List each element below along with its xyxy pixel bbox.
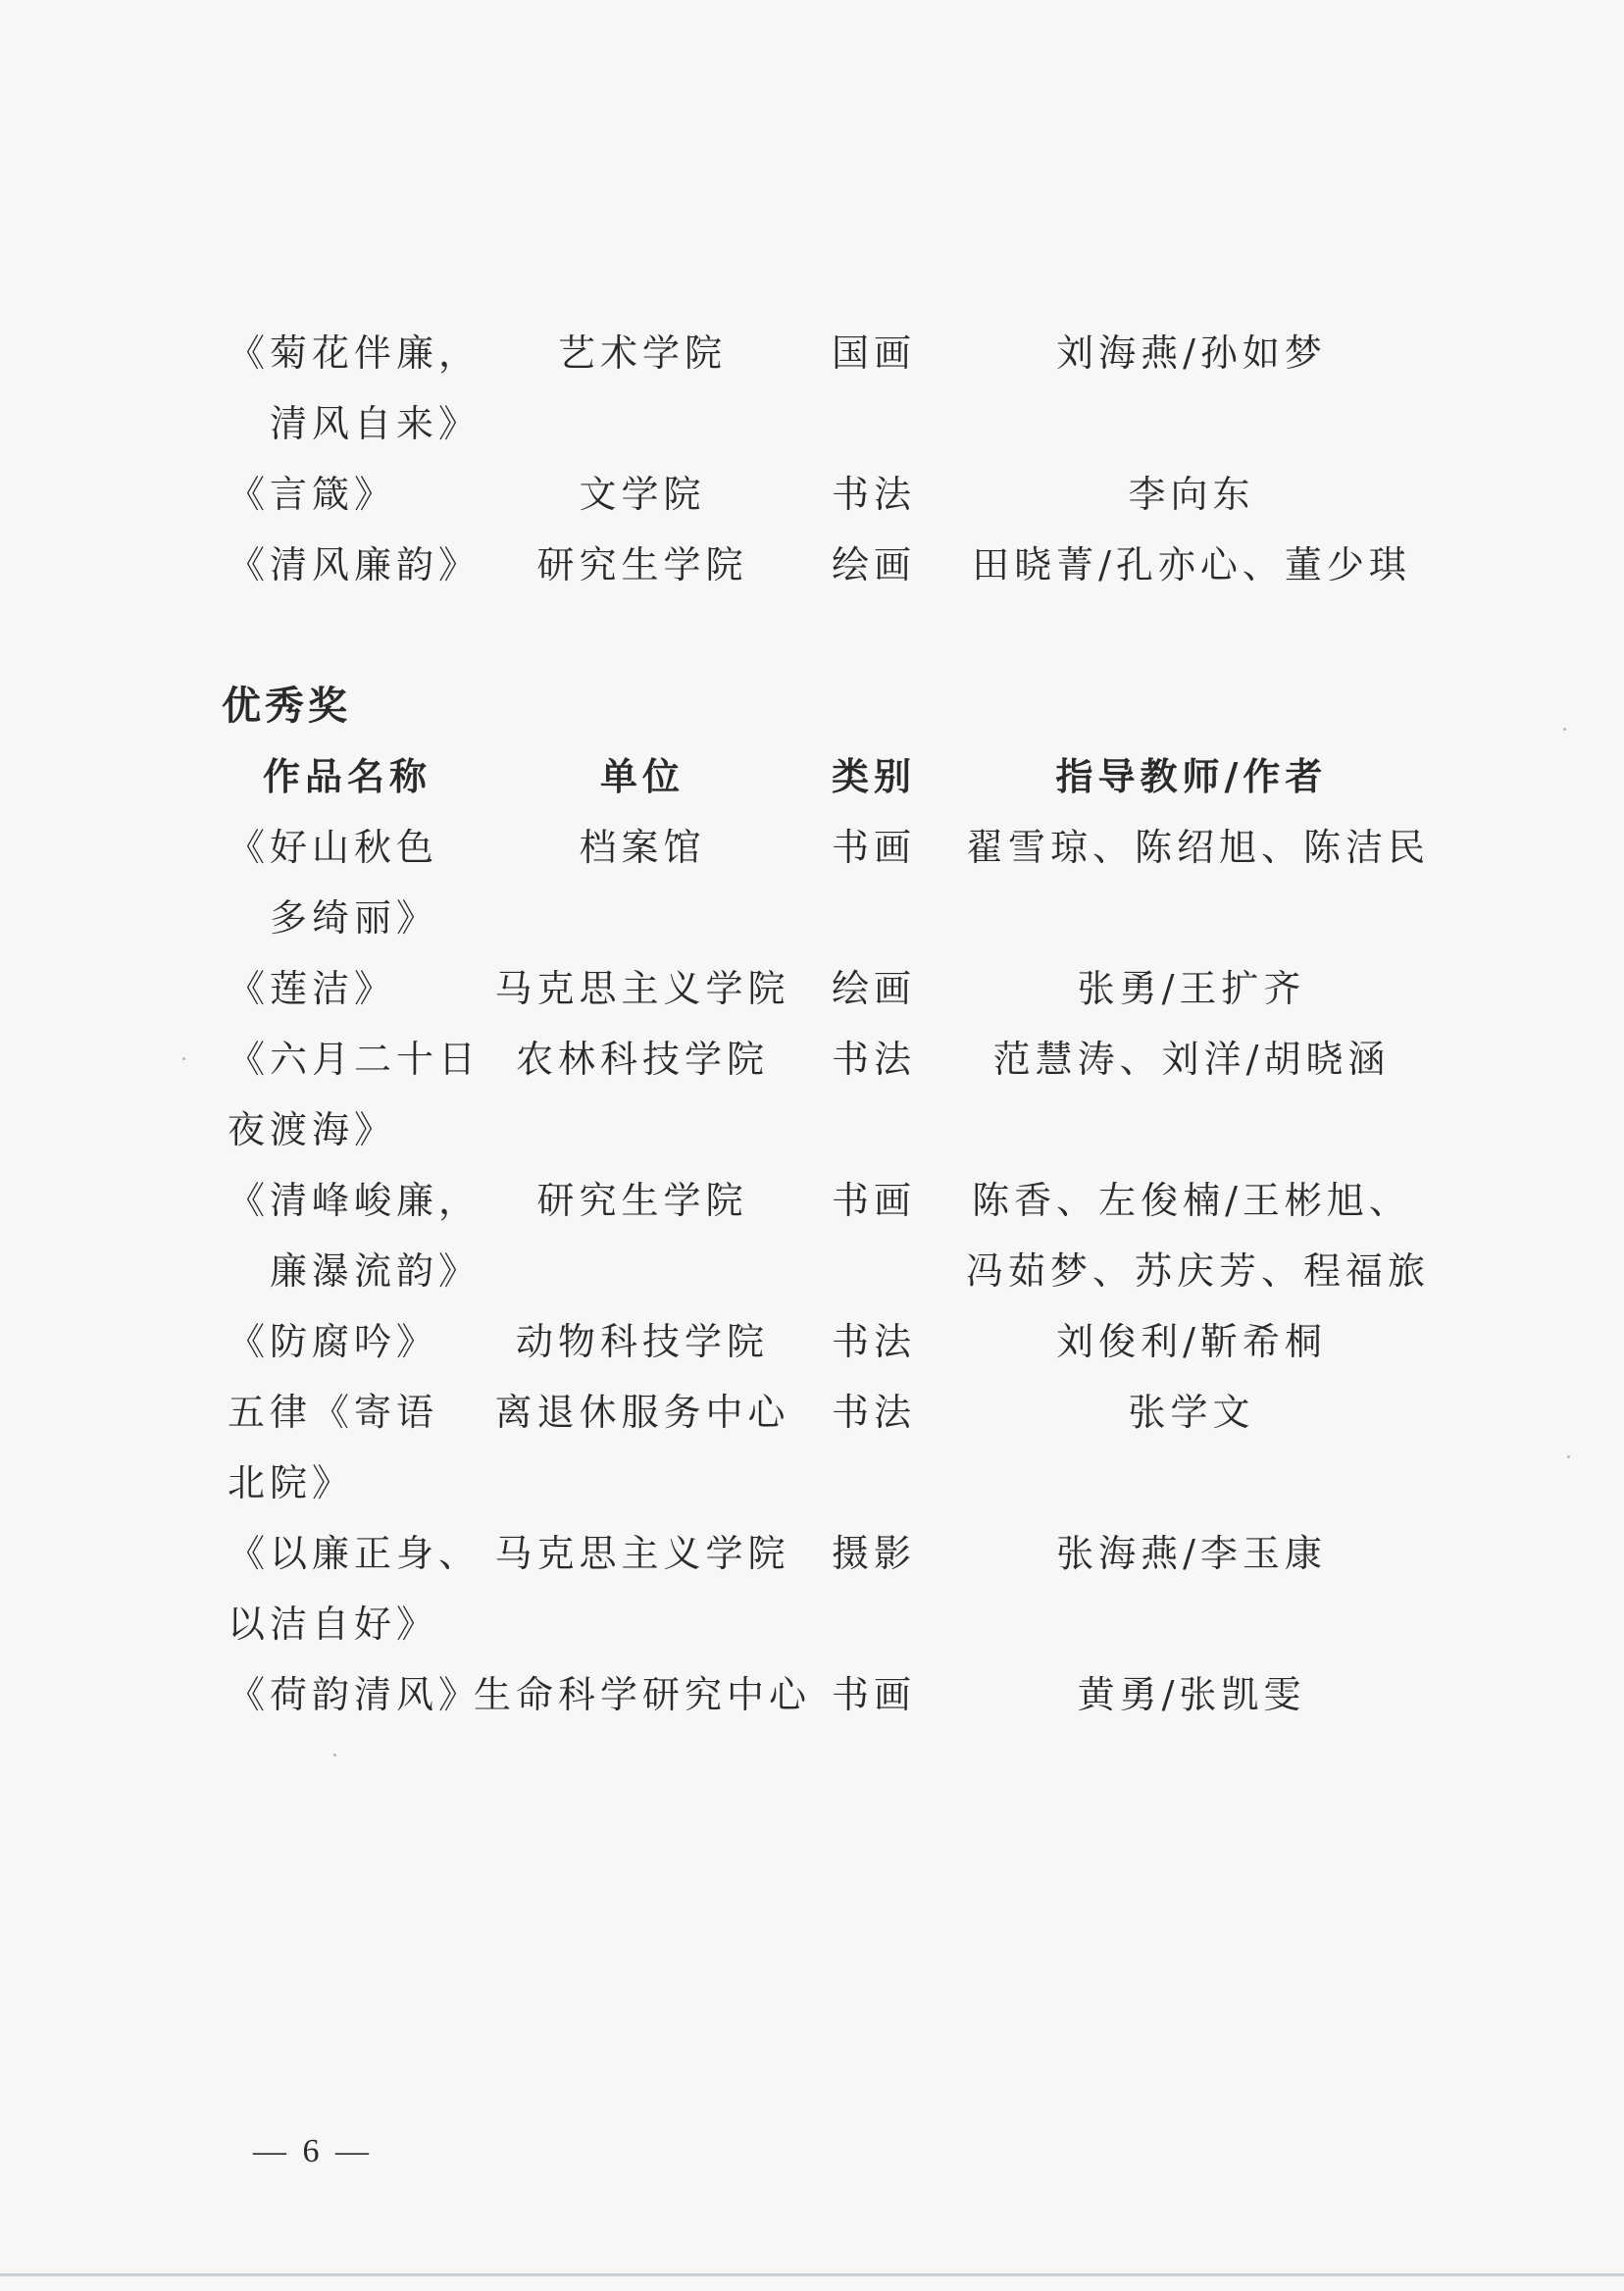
work-title: 《言箴》 <box>228 473 397 516</box>
work-unit: 研究生学院 <box>536 543 748 586</box>
table-row <box>0 883 1624 953</box>
table-row <box>0 1659 1624 1730</box>
scan-speck <box>1567 1455 1570 1458</box>
table-row <box>0 812 1624 883</box>
table-row <box>0 953 1624 1024</box>
column-header-title: 作品名称 <box>263 754 432 798</box>
work-category: 书法 <box>832 1038 917 1081</box>
work-category: 绘画 <box>832 543 917 586</box>
work-title: 《菊花伴廉， <box>228 331 482 375</box>
table-row <box>0 1377 1624 1448</box>
work-author: 张学文 <box>1128 1391 1255 1434</box>
work-title: 《六月二十日 <box>228 1038 482 1081</box>
work-title: 清风自来》 <box>228 402 482 445</box>
table-row <box>0 459 1624 530</box>
work-title: 《清风廉韵》 <box>228 543 482 586</box>
work-title: 五律《寄语 <box>228 1391 439 1434</box>
table-row <box>0 1306 1624 1377</box>
work-category: 书法 <box>832 473 917 516</box>
work-category: 国画 <box>832 331 917 375</box>
table-row <box>0 1589 1624 1659</box>
column-header-unit: 单位 <box>599 754 685 798</box>
work-category: 摄影 <box>832 1532 917 1575</box>
table-row <box>0 318 1624 388</box>
work-category: 书画 <box>832 826 917 869</box>
section-heading-excellence: 优秀奖 <box>222 683 351 729</box>
page-number: — 6 — <box>253 2133 373 2169</box>
scan-speck <box>333 1754 336 1756</box>
work-unit: 生命科学研究中心 <box>473 1673 811 1716</box>
work-author <box>966 1095 1417 1165</box>
work-title: 多绮丽》 <box>228 896 439 940</box>
work-title: 以洁自好》 <box>228 1603 439 1646</box>
work-author: 刘俊利/靳希桐 <box>1056 1320 1327 1363</box>
work-title: 《防腐吟》 <box>228 1320 439 1363</box>
work-author: 张海燕/李玉康 <box>1056 1532 1327 1575</box>
scan-edge-line <box>0 2273 1624 2276</box>
scan-speck <box>182 1057 185 1060</box>
table-header <box>0 741 1624 812</box>
work-title: 北院》 <box>228 1461 355 1504</box>
work-unit: 文学院 <box>579 473 706 516</box>
work-title: 廉瀑流韵》 <box>228 1249 482 1293</box>
work-author: 李向东 <box>1128 473 1255 516</box>
work-category: 书画 <box>832 1179 917 1222</box>
work-category: 书画 <box>832 1673 917 1716</box>
scan-speck <box>1563 728 1566 731</box>
work-author: 黄勇/张凯雯 <box>1077 1673 1306 1716</box>
table-row <box>0 530 1624 600</box>
work-unit <box>471 883 814 953</box>
table-row <box>0 1518 1624 1589</box>
table-row <box>0 1095 1624 1165</box>
work-unit: 档案馆 <box>579 826 706 869</box>
column-header-author: 指导教师/作者 <box>1055 754 1328 798</box>
work-category: 绘画 <box>832 967 917 1010</box>
table-row <box>0 388 1624 459</box>
work-unit <box>471 1236 814 1306</box>
work-unit: 艺术学院 <box>557 331 727 375</box>
work-author: 张勇/王扩齐 <box>1077 967 1306 1010</box>
column-header-category: 类别 <box>832 754 917 798</box>
work-unit: 马克思主义学院 <box>494 967 790 1010</box>
work-author <box>966 388 1417 459</box>
work-unit: 动物科技学院 <box>515 1320 769 1363</box>
work-title: 《以廉正身、 <box>228 1532 482 1575</box>
work-category: 书法 <box>832 1320 917 1363</box>
work-title: 《荷韵清风》 <box>228 1673 482 1716</box>
work-title: 《清峰峻廉， <box>228 1179 482 1222</box>
table-row <box>0 1024 1624 1095</box>
work-author <box>966 883 1417 953</box>
table-row <box>0 1448 1624 1518</box>
work-author: 冯茹梦、苏庆芳、程福旅 <box>966 1249 1431 1293</box>
work-author <box>966 1448 1417 1518</box>
table-row <box>0 1165 1624 1236</box>
work-unit: 马克思主义学院 <box>494 1532 790 1575</box>
work-unit: 农林科技学院 <box>515 1038 769 1081</box>
work-author: 田晓菁/孔亦心、董少琪 <box>972 543 1411 586</box>
work-author: 刘海燕/孙如梦 <box>1056 331 1327 375</box>
work-unit <box>471 1589 814 1659</box>
work-unit <box>471 1448 814 1518</box>
work-title: 夜渡海》 <box>228 1108 397 1151</box>
work-author: 翟雪琼、陈绍旭、陈洁民 <box>966 826 1431 869</box>
work-category: 书法 <box>832 1391 917 1434</box>
work-unit <box>471 1095 814 1165</box>
work-author <box>966 1589 1417 1659</box>
work-unit <box>471 388 814 459</box>
work-author: 范慧涛、刘洋/胡晓涵 <box>992 1038 1391 1081</box>
work-author: 陈香、左俊楠/王彬旭、 <box>972 1179 1411 1222</box>
work-title: 《好山秋色 <box>228 826 439 869</box>
work-unit: 研究生学院 <box>536 1179 748 1222</box>
table-row <box>0 1236 1624 1306</box>
work-title: 《莲洁》 <box>228 967 397 1010</box>
work-unit: 离退休服务中心 <box>494 1391 790 1434</box>
